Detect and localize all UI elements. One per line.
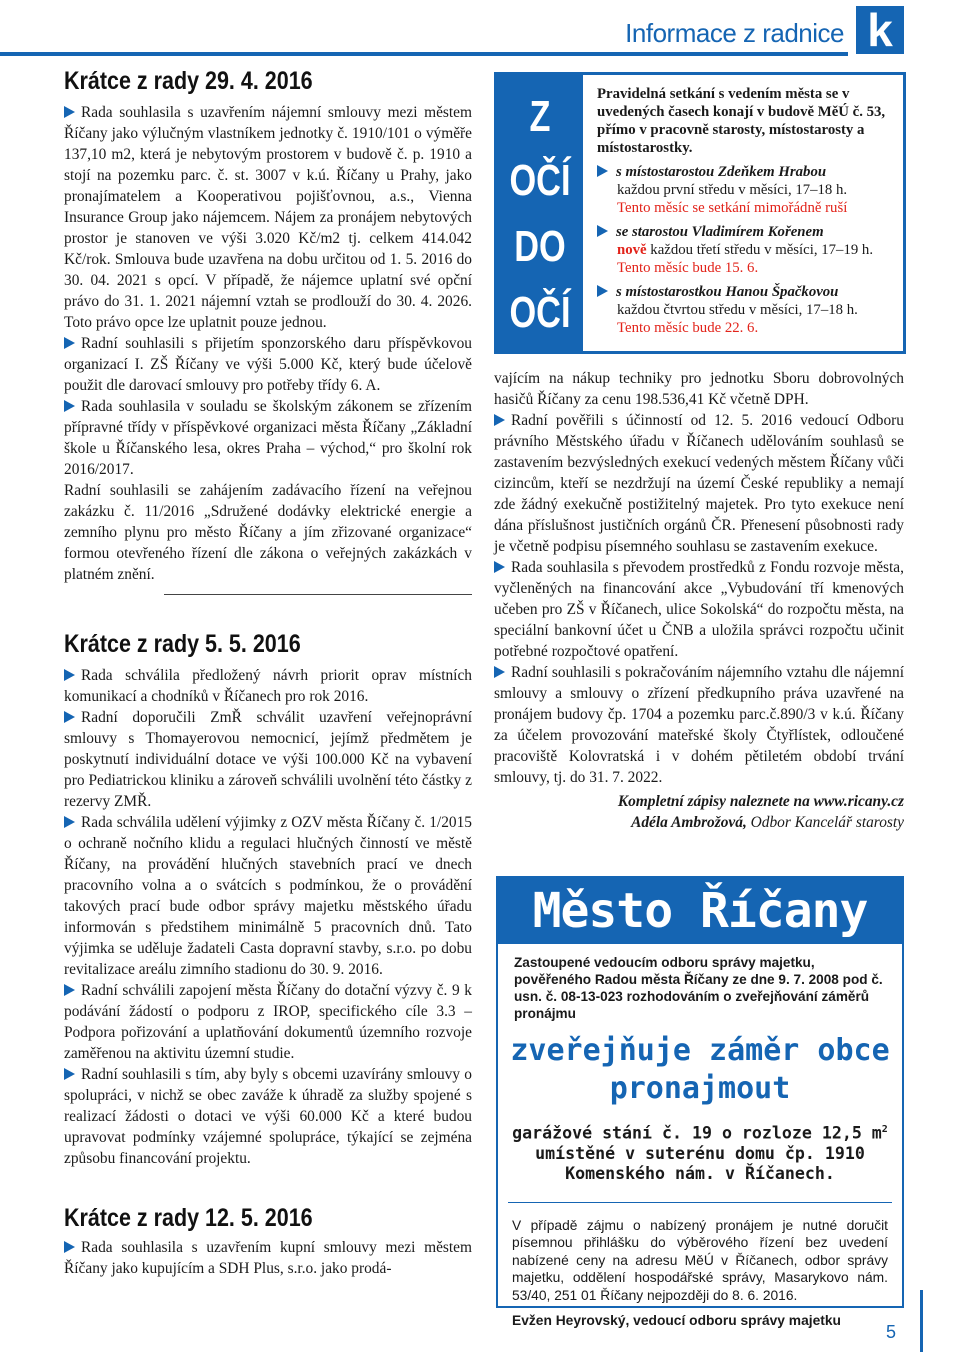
- bullet-triangle-icon: [597, 285, 608, 297]
- meetings-heading: Pravidelná setkání s vedením města se v uvedených časech konají v budově MěÚ č. 53, přímo v pracovně starosty, místostarosty a místostarostky.: [597, 86, 886, 156]
- paragraph-text: Rada souhlasila s uzavřením kupní smlouvy mezi městem Říčany jako kupujícím a SDH Plus, s.r.o. jako prodá-: [64, 1239, 472, 1277]
- paragraph-text: Rada souhlasila s převodem prostředků z Fondu rozvoje města, vyčleněných na financování akce „Vybudování tří kmenových učeben pro ZŠ v Říčanech, ulice Sokolská“ do rozpočtu města, na speciální bankovní účet u ČNB a uložila správci rozpočtu učinit potřebné rozpočtové opatření.: [494, 559, 904, 660]
- bullet-triangle-icon: [64, 1241, 75, 1253]
- z-oci-do-oci-banner: [497, 75, 583, 351]
- notice-object-line: [498, 1120, 902, 1144]
- right-column: [494, 368, 904, 833]
- banner-word: OČÍ: [509, 288, 571, 337]
- section-divider: [164, 594, 472, 595]
- meetings-text: [597, 85, 901, 337]
- paragraph-text: Radní pověřili s účinností od 12. 5. 2016 vedoucí Odboru právního Městského úřadu v Říčanech udělováním souhlasů se zastavením bezvýsledných exekucí vedených městem Říčany vůči cizincům, kteří se nezdržují na území České republiky a nemají zde žádný exekučně postižitelný majetek. Pro tyto exekuce není dána příslušnost justičních orgánů ČR. Přenesení působnosti rady je včetně podpisu písemného souhlasu se zastavením exekuce.: [494, 412, 904, 555]
- meeting-person: se starostou Vladimírem Kořenem: [616, 224, 824, 240]
- footer-rule: [920, 1290, 923, 1352]
- meetings-box: [494, 72, 906, 354]
- meeting-note: Tento měsíc se setkání mimořádně ruší: [617, 200, 848, 216]
- paragraph: [64, 333, 472, 396]
- paragraph: [64, 1237, 472, 1279]
- meeting-item: [597, 163, 901, 217]
- meeting-time: každou první středu v měsíci, 17–18 h.: [617, 182, 848, 198]
- section-header-title: Informace z radnice: [625, 18, 844, 48]
- author-signature: [494, 812, 904, 833]
- notice-object-sup: 2: [881, 1124, 888, 1135]
- meeting-person: s místostarostou Zdeňkem Hrabou: [616, 164, 827, 180]
- paragraph: [64, 102, 472, 333]
- minutes-link-note: Kompletní zápisy naleznete na www.ricany.cz: [617, 793, 904, 810]
- section-title-29-4: Krátce z rady 29. 4. 2016: [64, 67, 313, 95]
- paragraph: [64, 812, 472, 980]
- paragraph-text: Radní doporučili ZmŘ schválit uzavření veřejnoprávní smlouvy s Thomayerovou nemocnicí, jejímž předmětem je poskytnutí individuální dotace ve výši 100.000 Kč na vybavení pro Pediatrickou kliniku a zároveň schválili uvolnění této částky z rezervy ZMŘ.: [64, 709, 472, 810]
- author-role: Odbor Kancelář starosty: [746, 814, 904, 831]
- meeting-person: s místostarostkou Hanou Špačkovou: [616, 284, 839, 300]
- notice-headline: zveřejňuje záměr obce pronajmout: [510, 1033, 890, 1106]
- notice-object: [498, 1120, 902, 1184]
- paragraph-text: Rada souhlasila v souladu se školským zákonem se zřízením přípravné třídy v příspěvkové organizaci města Říčany „Základní škole u Říčanského lesa, okres Praha – východ,“ pro školní rok 2016/2017.: [64, 398, 472, 478]
- paragraph-text: Rada schválila udělení výjimky z OZV města Říčany č. 1/2015 o ochraně nočního klidu a regulaci hlučných činností ve městě Říčany, na provádění hlučných stavebních prací ve dnech pracovního volna a o svátcích s podmínkou, že o provádění takových prací bude odbor správy majetku městského úřadu informován s předstihem minimálně 5 pracovních dnů. Tato výjimka se uděluje žadateli Casta dopravní stavby, s.r.o. po dobu revitalizace areálu zimního stadionu do 30. 9. 2016.: [64, 814, 472, 978]
- notice-signature: Evžen Heyrovský, vedoucí odboru správy majetku: [512, 1313, 841, 1329]
- paragraph: [494, 662, 904, 788]
- banner-word: OČÍ: [509, 156, 571, 205]
- bullet-triangle-icon: [597, 225, 608, 237]
- paragraph: [494, 557, 904, 662]
- notice-object-line: umístěné v suterénu domu čp. 1910: [535, 1143, 865, 1163]
- bullet-triangle-icon: [64, 711, 75, 723]
- paragraph: [64, 980, 472, 1064]
- notice-intro: Zastoupené vedoucím odboru správy majetku, pověřeného Radou města Říčany ze dne 9. 7. 2008 pod č. usn. č. 08-13-023 rozhodováním o zveřejňování záměrů pronájmu: [514, 955, 883, 1021]
- bullet-triangle-icon: [64, 816, 75, 828]
- paragraph-text: Rada souhlasila s uzavřením nájemní smlouvy mezi městem Říčany jako výlučným vlastníkem jednotky č. 1910/101 o výměře 137,10 m2, která je nebytovým prostorem v budově č. p. 1910 a stojí na pozemku parc. č. st. 3007 v k.ú. Říčany u Prahy, jako pronajímatelem a Kooperativou pojišťovnou, a.s., Vienna Insurance Group jako nájemcem. Nájem za pronájem nebytových prostor je stanoven ve výši 3.020 Kč/m2 tj. celkem 414.042 Kč/rok. Smlouva bude uzavřena na dobu určitou od 1. 5. 2016 do 30. 04. 2021 s opcí. V případě, že nájemce uplatní své opční právo do 31. 1. 2021 nájemní vztah se prodlouží do 30. 4. 2026. Toto právo opce lze uplatnit pouze jednou.: [64, 104, 472, 331]
- paragraph-text: Radní souhlasili s přijetím sponzorského daru příspěvkovou organizací I. ZŠ Říčany ve výši 5.000 Kč, který bude účelově použit dle darovací smlouvy pro potřeby třídy 6. A.: [64, 335, 472, 394]
- bullet-triangle-icon: [597, 165, 608, 177]
- paragraph: [64, 665, 472, 707]
- meeting-item: [597, 283, 901, 337]
- paragraph: [64, 1064, 472, 1169]
- bullet-triangle-icon: [64, 106, 75, 118]
- meeting-note: Tento měsíc bude 15. 6.: [617, 260, 759, 276]
- bullet-triangle-icon: [494, 414, 505, 426]
- notice-divider: [508, 1202, 892, 1203]
- paragraph: vajícím na nákup techniky pro jednotku Sboru dobrovolných hasičů Říčany za cenu 198.536,41 Kč včetně DPH.: [494, 370, 904, 408]
- section-title-12-5: Krátce z rady 12. 5. 2016: [64, 1204, 313, 1232]
- left-column: [64, 66, 472, 1279]
- bullet-triangle-icon: [494, 666, 505, 678]
- paragraph: [494, 410, 904, 557]
- bullet-triangle-icon: [64, 984, 75, 996]
- meeting-time: každou čtvrtou středu v měsíci, 17–18 h.: [617, 302, 858, 318]
- lease-notice-box: [496, 876, 904, 1329]
- paragraph-text: Radní souhlasili s tím, aby byly s obcemi uzavírány smlouvy o spolupráci, v nichž se obec zaváže k úhradě za služby spojené s realizací žádosti o dotaci ve výši 60.000 Kč a které budou upravovat podmínky vzájemné spolupráce, týkající se zejména způsobu financování projektu.: [64, 1066, 472, 1167]
- meeting-time-line: [597, 241, 901, 259]
- header-rule: [0, 52, 848, 56]
- paragraph: Radní souhlasili se zahájením zadávacího řízení na veřejnou zakázku č. 11/2016 „Sdružené dodávky elektrické energie a zemního plynu pro město Říčany a jím zřizované organizace“ formou otevřeného řízení dle zákona o veřejných zakázkách v platném znění.: [64, 482, 472, 583]
- magazine-logo: k: [856, 6, 904, 54]
- meeting-time: každou třetí středu v měsíci, 17–19 h.: [646, 242, 874, 258]
- bullet-triangle-icon: [64, 669, 75, 681]
- paragraph: [64, 396, 472, 480]
- bullet-triangle-icon: [64, 1068, 75, 1080]
- paragraph: [64, 707, 472, 812]
- notice-object-text: garážové stání č. 19 o rozloze 12,5 m: [512, 1123, 882, 1143]
- paragraph-text: Rada schválila předložený návrh priorit oprav místních komunikací a chodníků v Říčanech pro rok 2016.: [64, 667, 472, 705]
- notice-body: V případě zájmu o nabízený pronájem je nutné doručit písemnou přihlášku do výběrového řízení bez uvedení nabízené ceny na adresu MěÚ v Říčanech, odbor správy majetku, oddělení hospodářské správy, Masarykovo nám. 53/40, 251 01 Říčany nejpozději do 8. 6. 2016.: [512, 1217, 888, 1303]
- paragraph-text: Radní souhlasili s pokračováním nájemního vztahu dle nájemní smlouvy a smlouvy o zřízení předkupního práva uzavřené na pronájem budovy čp. 1704 a pozemku parc.č.890/3 v k.ú. Říčany za účelem provozování mateřské školy Čtyřlístek, odloučené pracoviště Kolovratská i v dohém pětiletém období trvání smlouvy, tj. do 31. 7. 2022.: [494, 664, 904, 786]
- bullet-triangle-icon: [64, 337, 75, 349]
- paragraph-text: Radní schválili zapojení města Říčany do dotační výzvy č. 9 k podávání žádostí o podporu z IROP, specifického cíle 3.3 – Podpora pořizování a uplatňování dokumentů územního rozvoje zaměřenou na aktivitu územní studie.: [64, 982, 472, 1062]
- meeting-new-label: nově: [617, 242, 647, 258]
- bullet-triangle-icon: [494, 561, 505, 573]
- page-number: 5: [886, 1322, 897, 1342]
- banner-word: Z: [529, 92, 551, 141]
- section-title-5-5: Krátce z rady 5. 5. 2016: [64, 630, 301, 658]
- notice-banner: Město Říčany: [498, 878, 902, 944]
- meeting-note: Tento měsíc bude 22. 6.: [617, 320, 759, 336]
- author-name: Adéla Ambrožová,: [631, 814, 747, 831]
- notice-object-line: Komenského nám. v Říčanech.: [565, 1163, 835, 1183]
- banner-word: DO: [514, 222, 566, 271]
- meeting-item: [597, 223, 901, 277]
- bullet-triangle-icon: [64, 400, 75, 412]
